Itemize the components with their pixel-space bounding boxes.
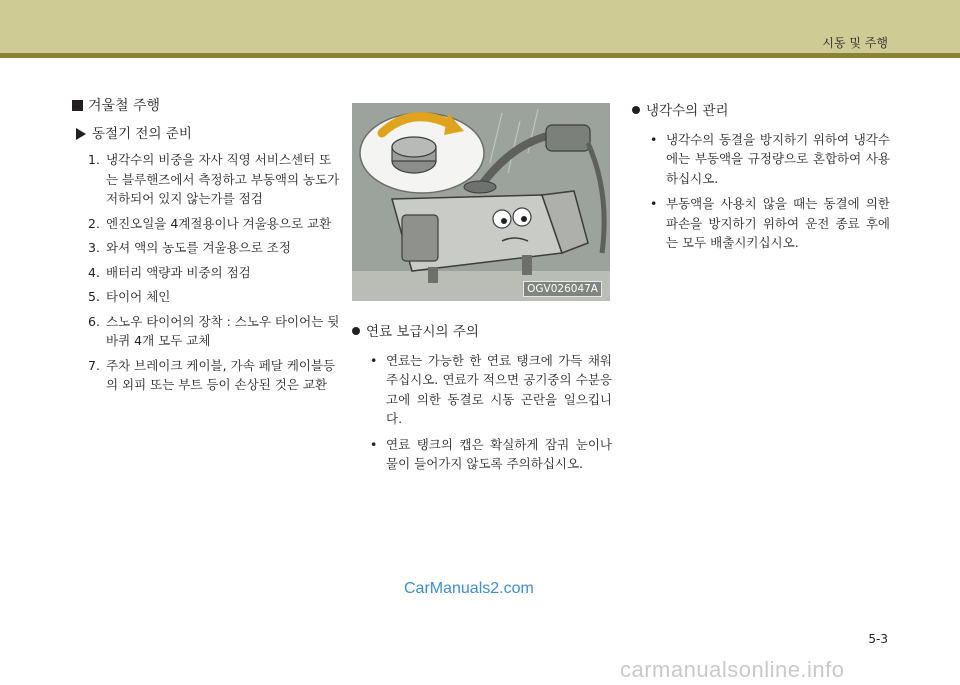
sub-heading (72, 125, 340, 145)
step-number: 1. (88, 152, 100, 167)
preparation-list (72, 150, 340, 395)
step-text: 스노우 타이어의 장착 : 스노우 타이어는 뒷바퀴 4개 모두 교체 (106, 313, 340, 348)
coolant-heading (632, 102, 890, 122)
step-number: 3. (88, 240, 100, 255)
square-bullet-icon (72, 100, 83, 111)
left-column (72, 97, 340, 400)
note-text: 연료 탱크의 캡은 확실하게 잠궈 눈이나 물이 들어가지 않도록 주의하십시오. (386, 436, 612, 471)
list-item (88, 312, 340, 351)
step-number: 5. (88, 289, 100, 304)
dot-bullet-icon: • (650, 131, 658, 147)
list-item (88, 214, 340, 234)
list-item (88, 150, 340, 209)
step-text: 타이어 체인 (106, 289, 171, 304)
step-number: 2. (88, 215, 100, 231)
illustration-drawing (352, 103, 610, 301)
list-item (644, 130, 890, 189)
note-text: 부동액을 사용치 않을 때는 동결에 의한 파손을 방지하기 위하여 운전 종료 후에는 모두 배출시키십시오. (666, 196, 890, 250)
fuel-caution-heading-text: 연료 보급시의 주의 (366, 324, 479, 340)
section-heading-text: 겨울철 주행 (88, 98, 161, 114)
figure-code: OGV026047A (523, 281, 602, 297)
fuel-caution-list (352, 351, 612, 474)
coolant-list (632, 130, 890, 253)
step-number: 4. (88, 264, 100, 280)
note-text: 냉각수의 동결을 방지하기 위하여 냉각수에는 부동액을 규정량으로 혼합하여 사용하십시오. (666, 131, 890, 186)
fuel-tank-illustration (352, 103, 610, 301)
right-column (632, 102, 890, 259)
dot-bullet-icon: • (650, 196, 658, 211)
list-item (88, 287, 340, 307)
step-number: 7. (88, 357, 100, 373)
step-text: 냉각수의 비중을 자사 직영 서비스센터 또는 블루핸즈에서 측정하고 부동액의 농도가 저하되어 있지 않는가를 점검 (106, 152, 340, 206)
header-rule (0, 53, 960, 58)
round-bullet-icon (632, 106, 640, 114)
bottom-watermark: carmanualsonline.info (620, 657, 845, 682)
list-item (88, 238, 340, 258)
step-text: 와셔 액의 농도를 겨울용으로 조정 (106, 240, 291, 255)
step-text: 배터리 액량과 비중의 점검 (106, 264, 251, 280)
header-band (0, 0, 960, 53)
coolant-heading-text: 냉각수의 관리 (646, 103, 729, 119)
list-item (644, 194, 890, 253)
step-number: 6. (88, 313, 100, 329)
step-text: 엔진오일을 4계절용이나 겨울용으로 교환 (106, 215, 332, 231)
triangle-bullet-icon (76, 128, 86, 140)
list-item (88, 263, 340, 283)
page-number: 5-3 (868, 632, 888, 646)
middle-column (352, 323, 612, 480)
site-watermark: CarManuals2.com (404, 580, 534, 597)
round-bullet-icon (352, 327, 360, 335)
dot-bullet-icon: • (370, 436, 378, 452)
section-heading (72, 97, 340, 117)
list-item (364, 351, 612, 429)
fuel-caution-heading (352, 323, 612, 343)
sub-heading-text: 동절기 전의 준비 (92, 125, 192, 142)
list-item (88, 356, 340, 395)
dot-bullet-icon: • (370, 352, 378, 368)
chapter-title: 시동 및 주행 (822, 36, 888, 50)
note-text: 연료는 가능한 한 연료 탱크에 가득 채워주십시오. 연료가 적으면 공기중의 수분응고에 의한 동결로 시동 곤란을 일으킵니다. (386, 352, 612, 426)
list-item (364, 435, 612, 474)
step-text: 주차 브레이크 케이블, 가속 페달 케이블등의 외피 또는 부트 등이 손상된 것은 교환 (106, 357, 336, 392)
